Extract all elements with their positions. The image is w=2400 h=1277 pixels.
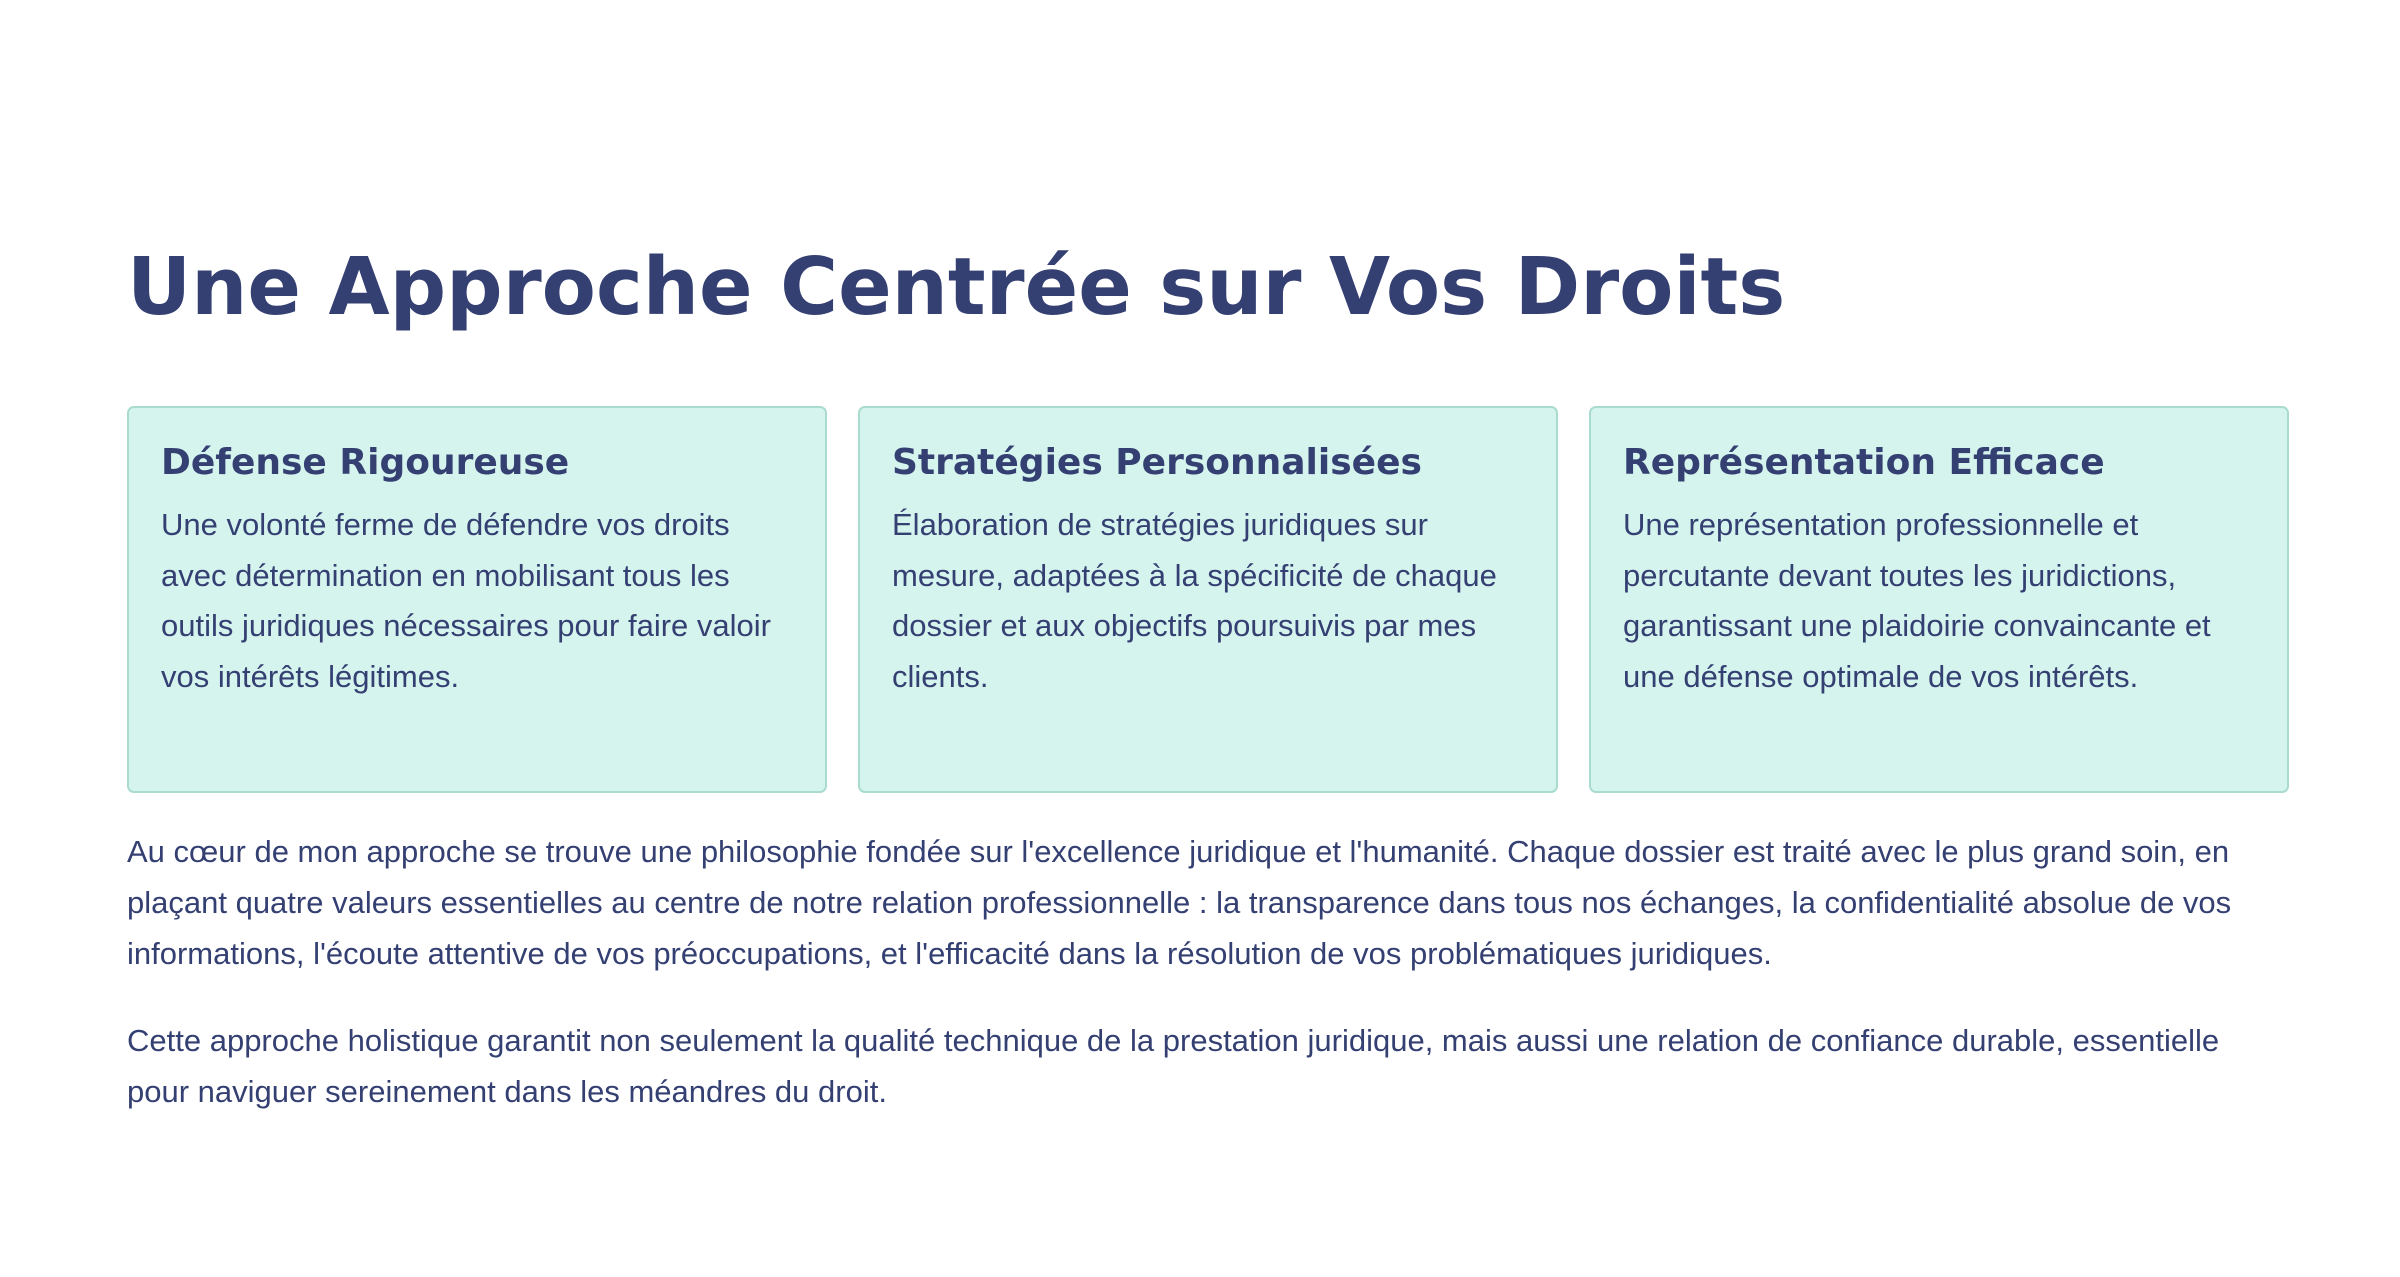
card-text: Une représentation professionnelle et percutante devant toutes les juridictions, garantissant une plaidoirie convaincante et une défense optimale de vos intérêts. [1623,507,2211,694]
card-text: Élaboration de stratégies juridiques sur mesure, adaptées à la spécificité de chaque dossier et aux objectifs poursuivis par mes clients. [892,507,1497,694]
card-defense [127,406,827,793]
philosophy-paragraph: Au cœur de mon approche se trouve une philosophie fondée sur l'excellence juridique et l'humanité. Chaque dossier est traité avec le plus grand soin, en plaçant quatre valeurs essentielles au centre de notre relation professionnelle : la transparence dans tous nos échanges, la confidentialité absolue de vos informations, l'écoute attentive de vos préoccupations, et l'efficacité dans la résolution de vos problématiques juridiques. [127,834,2232,971]
approach-section [127,232,2289,1109]
holistic-paragraph: Cette approche holistique garantit non seulement la qualité technique de la prestation juridique, mais aussi une relation de confiance durable, essentielle pour naviguer sereinement dans les méandres du droit. [127,1023,2220,1109]
section-title: Une Approche Centrée sur Vos Droits [127,241,1786,333]
card-title: Défense Rigoureuse [161,442,570,483]
card-representation [1589,406,2289,793]
card-text: Une volonté ferme de défendre vos droits avec détermination en mobilisant tous les outils juridiques nécessaires pour faire valoir vos intérêts légitimes. [161,507,771,694]
feature-cards [127,406,2289,793]
card-strategies [858,406,1558,793]
card-title: Stratégies Personnalisées [892,442,1422,483]
card-title: Représentation Efficace [1623,442,2105,483]
